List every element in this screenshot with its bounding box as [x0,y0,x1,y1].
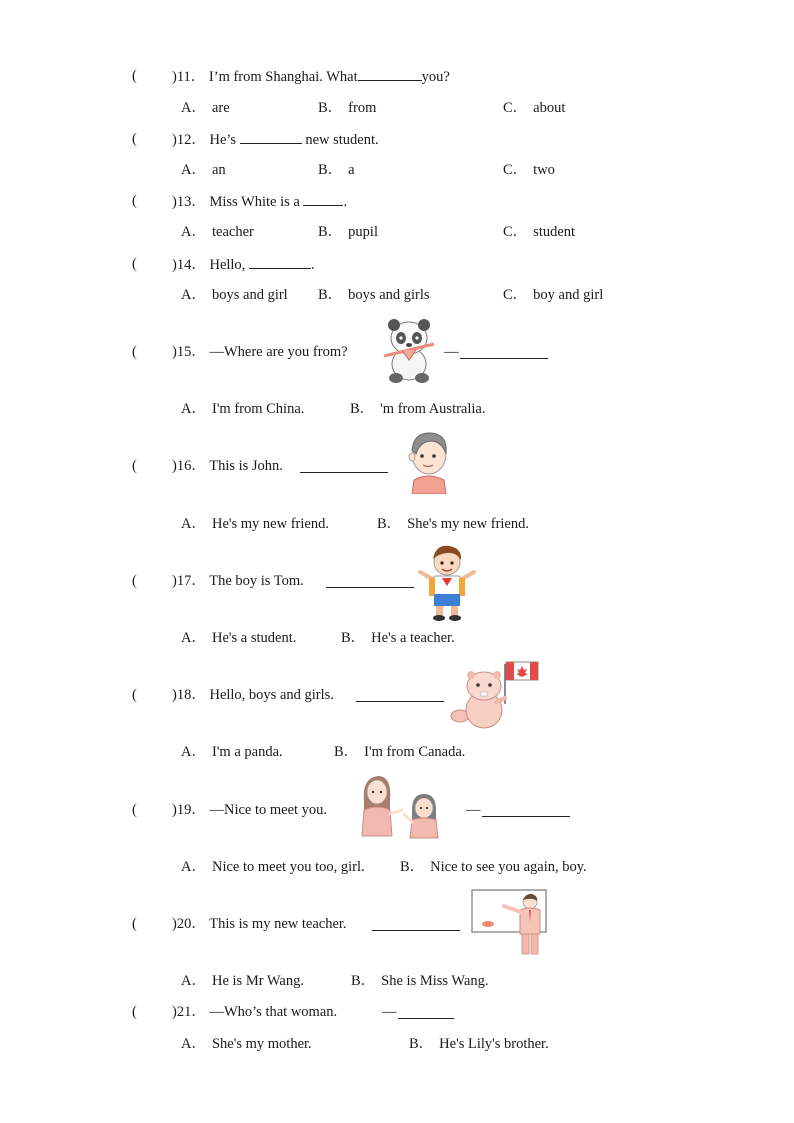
john-illustration [404,428,452,494]
question-stem [172,686,334,704]
answer-blank[interactable] [482,801,570,817]
option-b[interactable]: B． He's a teacher. [341,630,455,646]
answer-paren-open: ( [132,68,137,84]
question-number: )21． [172,1004,206,1020]
response-dash: — [382,1004,397,1020]
option-a[interactable]: A． Nice to meet you too, girl. [181,859,365,875]
answer-blank[interactable] [372,915,460,931]
question-text: —Nice to meet you. [209,802,328,818]
question-stem [172,1003,337,1021]
option-b[interactable]: B． a [318,162,355,178]
teacher-at-board-illustration [470,888,550,960]
question-stem [172,572,304,590]
question-text: This is my new teacher. [209,916,347,932]
question-number: )20． [172,916,206,932]
question-stem [172,130,379,149]
answer-paren-open: ( [132,193,137,209]
question-number: )11． [172,69,206,85]
question-number: )14． [172,257,206,273]
question-number: )18． [172,687,206,703]
question-number: )19． [172,802,206,818]
question-text: . [310,257,315,273]
tom-illustration [416,542,478,622]
option-b[interactable]: B． boys and girls [318,287,430,303]
option-a[interactable]: A． He's a student. [181,630,297,646]
question-text: Hello, [209,257,246,273]
option-a[interactable]: A． teacher [181,224,254,240]
question-stem [172,457,283,475]
answer-blank[interactable] [303,192,343,206]
option-a[interactable]: A． boys and girl [181,287,288,303]
answer-paren-open: ( [132,573,137,589]
answer-paren-open: ( [132,1004,137,1020]
option-b[interactable]: B． I'm from Canada. [334,744,466,760]
answer-blank[interactable] [398,1003,454,1019]
answer-blank[interactable] [300,457,388,473]
question-text: Miss White is a [209,194,300,210]
option-b[interactable]: B． 'm from Australia. [350,401,486,417]
response-dash: — [466,802,481,818]
response-dash: — [444,344,459,360]
answer-paren-open: ( [132,916,137,932]
question-stem [172,67,450,86]
answer-blank[interactable] [240,130,302,144]
answer-paren-open: ( [132,131,137,147]
question-text: . [343,194,348,210]
question-number: )16． [172,458,206,474]
option-c[interactable]: C． two [503,162,555,178]
option-a[interactable]: A． an [181,162,226,178]
option-b[interactable]: B． She is Miss Wang. [351,973,489,989]
question-stem [172,801,327,819]
question-text: He’s [209,132,237,148]
option-a[interactable]: A． are [181,100,230,116]
answer-blank[interactable] [460,343,548,359]
question-text: I’m from Shanghai. What [208,69,358,85]
option-b[interactable]: B． He's Lily's brother. [409,1036,549,1052]
answer-paren-open: ( [132,802,137,818]
question-text: This is John. [209,458,283,474]
option-c[interactable]: C． about [503,100,566,116]
answer-blank[interactable] [358,67,422,81]
question-text: Hello, boys and girls. [209,687,334,703]
question-text: —Where are you from? [209,344,348,360]
answer-blank[interactable] [326,572,414,588]
option-c[interactable]: C． boy and girl [503,287,604,303]
question-stem [172,915,347,933]
question-number: )12． [172,132,206,148]
question-stem [172,255,315,274]
answer-blank[interactable] [356,686,444,702]
option-a[interactable]: A． I'm from China. [181,401,305,417]
option-a[interactable]: A． He is Mr Wang. [181,973,304,989]
question-text: new student. [305,132,379,148]
answer-paren-open: ( [132,687,137,703]
answer-paren-open: ( [132,344,137,360]
question-text: The boy is Tom. [209,573,304,589]
option-c[interactable]: C． student [503,224,576,240]
option-b[interactable]: B． She's my new friend. [377,516,529,532]
question-text: you? [421,69,450,85]
question-stem [172,192,347,211]
question-text: —Who’s that woman. [209,1004,338,1020]
option-b[interactable]: B． from [318,100,377,116]
option-b[interactable]: B． Nice to see you again, boy. [400,859,587,875]
option-b[interactable]: B． pupil [318,224,378,240]
answer-paren-open: ( [132,458,137,474]
girls-greeting-illustration [356,770,448,840]
option-a[interactable]: A． She's my mother. [181,1036,312,1052]
question-number: )15． [172,344,206,360]
option-a[interactable]: A． I'm a panda. [181,744,283,760]
answer-blank[interactable] [249,255,311,269]
question-number: )17． [172,573,206,589]
option-a[interactable]: A． He's my new friend. [181,516,329,532]
question-number: )13． [172,194,206,210]
panda-illustration [380,314,438,384]
beaver-with-canada-flag-illustration [450,658,542,732]
answer-paren-open: ( [132,256,137,272]
question-stem [172,343,348,361]
